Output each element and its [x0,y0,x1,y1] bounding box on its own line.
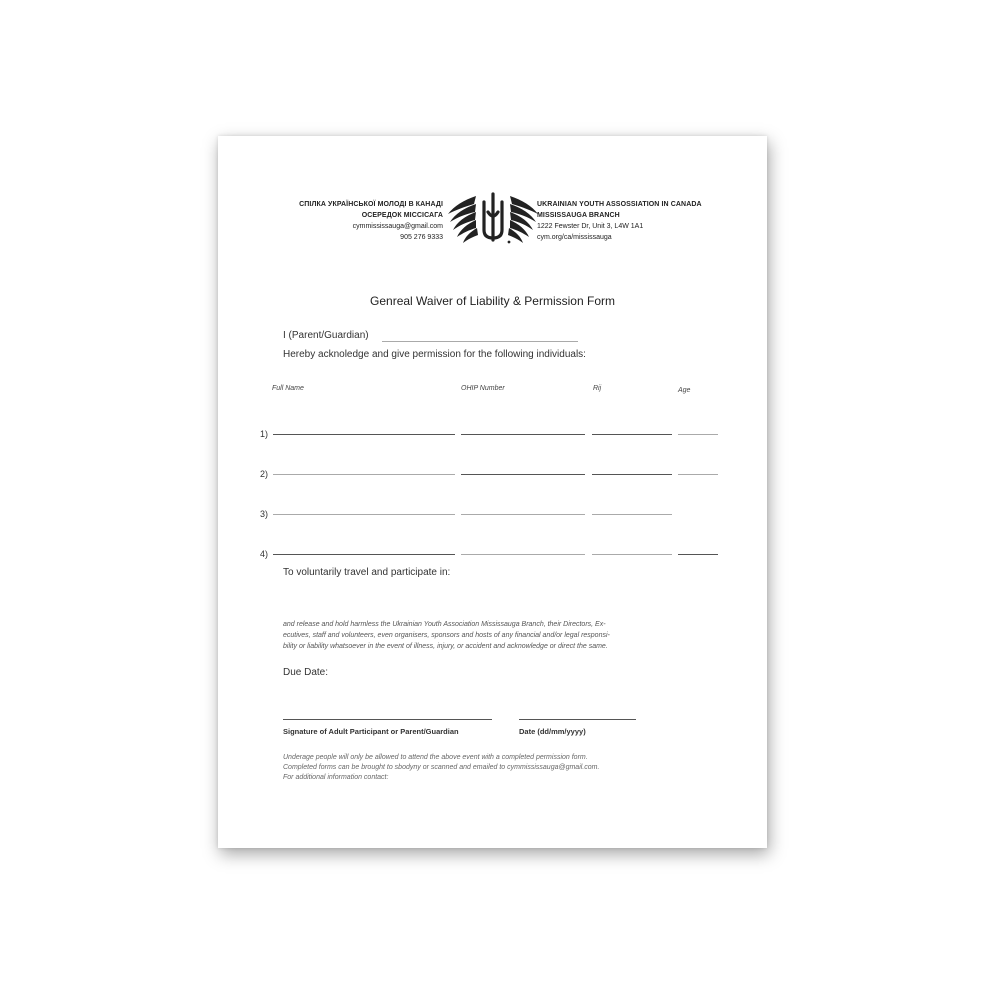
full-name-field[interactable] [273,514,455,515]
date-label: Date (dd/mm/yyyy) [519,727,586,736]
row-number: 3) [260,509,269,519]
row-number: 4) [260,549,269,559]
org-address: 1222 Fewster Dr, Unit 3, L4W 1A1 [537,223,644,230]
guardian-label: I (Parent/Guardian) [283,330,369,341]
row-number: 1) [260,429,269,439]
header-left-block [299,199,443,243]
footer-notes [283,753,599,783]
ohip-number-field[interactable] [461,514,585,515]
ohip-number-field[interactable] [461,434,585,435]
branch-name-english: MISSISSAUGA BRANCH [537,212,620,219]
age-field[interactable] [678,554,718,555]
full-name-field[interactable] [273,434,455,435]
footer-line: Underage people will only be allowed to attend the above event with a completed permission form. [283,754,588,761]
date-field[interactable] [519,719,636,720]
rij-field[interactable] [592,554,672,555]
row-number: 2) [260,469,269,479]
header-right-block [537,199,702,243]
full-name-field[interactable] [273,474,455,475]
rij-field[interactable] [592,514,672,515]
release-line: bility or liability whatsoever in the event of illness, injury, or accident and acknowledge or direct the same. [283,643,608,650]
guardian-name-field[interactable] [382,341,578,342]
column-header-age: Age [678,387,691,394]
cym-trident-wings-logo-icon [446,190,540,250]
travel-text: To voluntarily travel and participate in: [283,567,451,578]
release-line: ecutives, staff and volunteers, even organisers, sponsors and hosts of any financial and/or legal responsi- [283,632,610,639]
acknowledge-text: Hereby acknoledge and give permission for the following individuals: [283,349,586,360]
column-header-full-name: Full Name [272,385,304,392]
signature-field[interactable] [283,719,492,720]
due-date-label: Due Date: [283,667,329,678]
column-header-rij: Rij [593,385,602,392]
form-title: Genreal Waiver of Liability & Permission Form [370,294,615,308]
org-phone: 905 276 9333 [400,234,443,241]
signature-label: Signature of Adult Participant or Parent/Guardian [283,727,459,736]
release-paragraph [283,619,610,652]
age-field[interactable] [678,474,718,475]
age-field[interactable] [678,434,718,435]
org-name-ukrainian: СПІЛКА УКРАЇНСЬКОЇ МОЛОДІ В КАНАДІ [299,201,443,208]
footer-line: For additional information contact: [283,774,389,781]
footer-line: Completed forms can be brought to sbodyny or scanned and emailed to cymmississauga@gmail.com. [283,764,600,771]
ohip-number-field[interactable] [461,554,585,555]
branch-name-ukrainian: ОСЕРЕДОК МІССІСАГА [361,212,443,219]
org-website: cym.org/ca/mississauga [537,234,612,241]
waiver-form-page [218,136,767,848]
rij-field[interactable] [592,434,672,435]
release-line: and release and hold harmless the Ukrainian Youth Association Mississauga Branch, their Directors, Ex- [283,621,606,628]
org-email: cymmississauga@gmail.com [352,223,443,230]
rij-field[interactable] [592,474,672,475]
ohip-number-field[interactable] [461,474,585,475]
org-name-english: UKRAINIAN YOUTH ASSOSSIATION IN CANADA [537,201,702,208]
column-header-ohip-number: OHIP Number [461,385,505,392]
full-name-field[interactable] [273,554,455,555]
